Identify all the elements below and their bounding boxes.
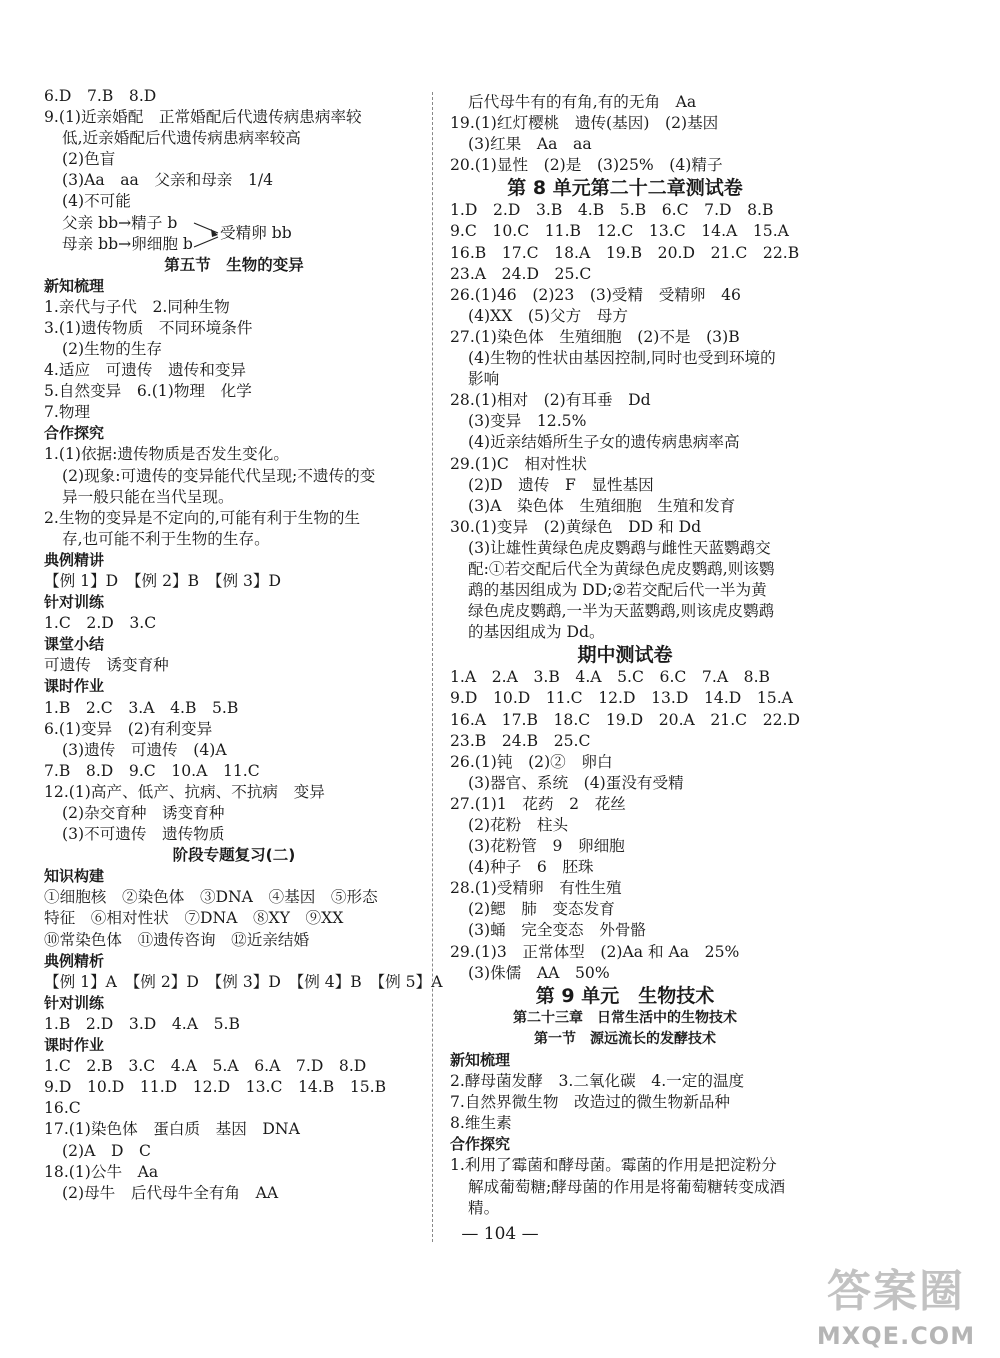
section-header: 课时作业 xyxy=(44,1036,105,1055)
watermark-logo: 答案圈 xyxy=(827,1266,965,1317)
answer-line: 30.(1)变异 (2)黄绿色 DD 和 Dd xyxy=(450,517,702,536)
chapter-title: 第二十三章 日常生活中的生物技术 xyxy=(513,1009,737,1026)
answer-line: 2.酵母菌发酵 3.二氧化碳 4.一定的温度 xyxy=(450,1072,745,1091)
answer-line: (2)鳃 肺 变态发育 xyxy=(468,900,615,919)
answer-line: 29.(1)3 正常体型 (2)Aa 和 Aa 25% xyxy=(450,942,740,961)
answer-line: (2)杂交育种 诱变育种 xyxy=(62,804,225,822)
answer-line: 解成葡萄糖;酵母菌的作用是将葡萄糖转变成酒 xyxy=(468,1177,786,1196)
answer-line: (4)种子 6 胚珠 xyxy=(468,858,594,877)
answer-line: 16.A 17.B 18.C 19.D 20.A 21.C 22.D xyxy=(450,710,801,729)
answer-line: 27.(1)染色体 生殖细胞 (2)不是 (3)B xyxy=(450,327,740,346)
answer-line: (2)A D C xyxy=(62,1141,151,1160)
answer-line: 8.维生素 xyxy=(450,1114,512,1133)
answer-line: 7.物理 xyxy=(44,403,91,422)
answer-line: (3)让雄性黄绿色虎皮鹦鹉与雌性天蓝鹦鹉交 xyxy=(468,538,771,557)
cross-mother-line: 母亲 bb→卵细胞 b xyxy=(62,234,193,253)
midterm-test-title: 期中测试卷 xyxy=(577,644,673,667)
answer-line: 1.利用了霉菌和酵母菌。霉菌的作用是把淀粉分 xyxy=(450,1156,777,1175)
answer-line: 【例 1】A 【例 2】D 【例 3】D 【例 4】B 【例 5】A xyxy=(44,972,443,991)
answer-line: (3)蛹 完全变态 外骨骼 xyxy=(468,921,647,940)
answer-line: 27.(1)1 花药 2 花丝 xyxy=(450,794,626,813)
answer-line: 1.B 2.D 3.D 4.A 5.B xyxy=(44,1014,240,1033)
answer-line: 异一般只能在当代呈现。 xyxy=(62,487,234,506)
answer-line: 28.(1)受精卵 有性生殖 xyxy=(450,879,622,898)
section-header: 课堂小结 xyxy=(44,635,105,654)
answer-line: 29.(1)C 相对性状 xyxy=(450,454,587,473)
answer-line: 18.(1)公牛 Aa xyxy=(44,1162,159,1181)
answer-line: 28.(1)相对 (2)有耳垂 Dd xyxy=(450,391,651,410)
answer-line: (3)变异 12.5% xyxy=(468,412,587,431)
genetic-cross-diagram xyxy=(44,213,424,255)
answer-line: 精。 xyxy=(468,1198,500,1217)
answer-line: (2)花粉 柱头 xyxy=(468,816,569,834)
section-header: 知识构建 xyxy=(44,867,105,886)
answer-line: (2)生物的生存 xyxy=(62,339,163,358)
answer-line: 1.(1)依据:遗传物质是否发生变化。 xyxy=(44,445,289,464)
answer-line: 2.生物的变异是不定向的,可能有利于生物的生 xyxy=(44,508,361,527)
answer-line: 9.(1)近亲婚配 正常婚配后代遗传病患病率较 xyxy=(44,108,362,127)
answer-line: 鹉的基因组成为 DD;②若交配后代一半为黄 xyxy=(468,581,767,600)
section-header: 针对训练 xyxy=(44,593,105,612)
section-header: 典例精析 xyxy=(44,951,105,970)
answer-line: 9.D 10.D 11.C 12.D 13.D 14.D 15.A xyxy=(450,689,793,708)
answer-line: (4)不可能 xyxy=(62,192,131,211)
answer-line: (2)色盲 xyxy=(62,150,116,169)
answer-line: 低,近亲婚配后代遗传病患病率较高 xyxy=(62,129,301,148)
answer-line: (3)遗传 可遗传 (4)A xyxy=(62,740,227,759)
left-column xyxy=(44,86,443,1204)
answer-line: 1.C 2.B 3.C 4.A 5.A 6.A 7.D 8.D xyxy=(44,1057,367,1076)
answer-line: 影响 xyxy=(468,370,500,389)
answer-line: (4)近亲结婚所生子女的遗传病患病率高 xyxy=(468,433,740,452)
unit-title: 第 9 单元 生物技术 xyxy=(535,984,715,1007)
answer-line: 6.D 7.B 8.D xyxy=(44,87,157,105)
answer-line: (3)侏儒 AA 50% xyxy=(468,963,610,982)
answer-line: 16.C xyxy=(44,1099,81,1118)
section-header: 针对训练 xyxy=(44,993,105,1012)
section-header: 课时作业 xyxy=(44,677,105,696)
answer-line: 配:①若交配后代全为黄绿色虎皮鹦鹉,则该鹦 xyxy=(468,559,775,578)
answer-line: 1.B 2.C 3.A 4.B 5.B xyxy=(44,698,239,717)
answer-line: 9.D 10.D 11.D 12.D 13.C 14.B 15.B xyxy=(44,1078,387,1097)
answer-line: 23.B 24.B 25.C xyxy=(450,731,591,750)
answer-line: 5.自然变异 6.(1)物理 化学 xyxy=(44,382,252,401)
answer-line: 后代母牛有的有角,有的无角 Aa xyxy=(468,93,697,111)
answer-line: 19.(1)红灯樱桃 遗传(基因) (2)基因 xyxy=(450,114,719,133)
unit-test-title: 第 8 单元第二十二章测试卷 xyxy=(507,177,743,200)
answer-line: (2)D 遗传 F 显性基因 xyxy=(468,475,654,494)
answer-line: 17.(1)染色体 蛋白质 基因 DNA xyxy=(44,1120,300,1139)
section-header: 新知梳理 xyxy=(44,276,105,295)
answer-line: (3)不可遗传 遗传物质 xyxy=(62,825,225,844)
answer-line: ①细胞核 ②染色体 ③DNA ④基因 ⑤形态 xyxy=(44,888,378,907)
answer-line: 1.C 2.D 3.C xyxy=(44,614,157,633)
answer-line: 的基因组成为 Dd。 xyxy=(468,623,605,642)
answer-line: 9.C 10.C 11.B 12.C 13.C 14.A 15.A xyxy=(450,222,789,241)
answer-line: 16.B 17.C 18.A 19.B 20.D 21.C 22.B xyxy=(450,243,800,262)
section-title: 第一节 源远流长的发酵技术 xyxy=(534,1030,716,1047)
answer-line: 绿色虎皮鹦鹉,一半为天蓝鹦鹉,则该虎皮鹦鹉 xyxy=(468,602,775,621)
answer-line: 23.A 24.D 25.C xyxy=(450,264,592,283)
answer-line: 4.适应 可遗传 遗传和变异 xyxy=(44,361,247,380)
section-header: 新知梳理 xyxy=(450,1050,511,1069)
cross-result: 受精卵 bb xyxy=(220,223,292,242)
answer-line: ⑩常染色体 ⑪遗传咨询 ⑫近亲结婚 xyxy=(44,930,310,949)
answer-line: 特征 ⑥相对性状 ⑦DNA ⑧XY ⑨XX xyxy=(44,909,344,928)
answer-line: 1.A 2.A 3.B 4.A 5.C 6.C 7.A 8.B xyxy=(450,668,771,687)
answer-line: 1.亲代与子代 2.同种生物 xyxy=(44,297,230,316)
answer-line: 存,也可能不利于生物的生存。 xyxy=(62,529,270,548)
section-header: 典例精讲 xyxy=(44,550,105,569)
answer-line: (2)母牛 后代母牛全有角 AA xyxy=(62,1183,279,1202)
answer-line: (3)花粉管 9 卵细胞 xyxy=(468,837,625,856)
answer-line: (2)现象:可遗传的变异能代代呈现;不遗传的变 xyxy=(62,466,376,485)
answer-line: 【例 1】D 【例 2】B 【例 3】D xyxy=(44,571,282,590)
answer-line: (4)生物的性状由基因控制,同时也受到环境的 xyxy=(468,349,776,368)
answer-line: 6.(1)变异 (2)有利变异 xyxy=(44,719,213,738)
answer-line: (3)器官、系统 (4)蛋没有受精 xyxy=(468,773,684,792)
answer-line: (3)Aa aa 父亲和母亲 1/4 xyxy=(62,171,274,190)
section-header: 合作探究 xyxy=(44,424,105,443)
section-title: 第五节 生物的变异 xyxy=(164,255,304,274)
watermark xyxy=(800,1262,992,1350)
answer-line: 7.B 8.D 9.C 10.A 11.C xyxy=(44,761,260,780)
section-title: 阶段专题复习(二) xyxy=(172,846,296,865)
section-header: 合作探究 xyxy=(450,1135,511,1154)
answer-line: (3)A 染色体 生殖细胞 生殖和发育 xyxy=(468,496,736,515)
answer-line: 26.(1)钝 (2)② 卵白 xyxy=(450,752,613,771)
column-divider xyxy=(432,92,433,1242)
answer-line: 26.(1)46 (2)23 (3)受精 受精卵 46 xyxy=(450,285,741,304)
answer-line: 7.自然界微生物 改造过的微生物新品种 xyxy=(450,1093,730,1112)
answer-line: 1.D 2.D 3.B 4.B 5.B 6.C 7.D 8.B xyxy=(450,201,774,220)
cross-father-line: 父亲 bb→精子 b xyxy=(62,213,178,232)
answer-line: 12.(1)高产、低产、抗病、不抗病 变异 xyxy=(44,782,325,801)
answer-line: 可遗传 诱变育种 xyxy=(44,656,169,675)
answer-line: (3)红果 Aa aa xyxy=(468,135,592,154)
answer-line: (4)XX (5)父方 母方 xyxy=(468,306,628,325)
right-column xyxy=(450,92,800,1219)
watermark-url: MXQE.COM xyxy=(816,1322,976,1350)
answer-line: 20.(1)显性 (2)是 (3)25% (4)精子 xyxy=(450,156,723,175)
answer-line: 3.(1)遗传物质 不同环境条件 xyxy=(44,318,253,337)
page-number: — 104 — xyxy=(461,1224,539,1244)
